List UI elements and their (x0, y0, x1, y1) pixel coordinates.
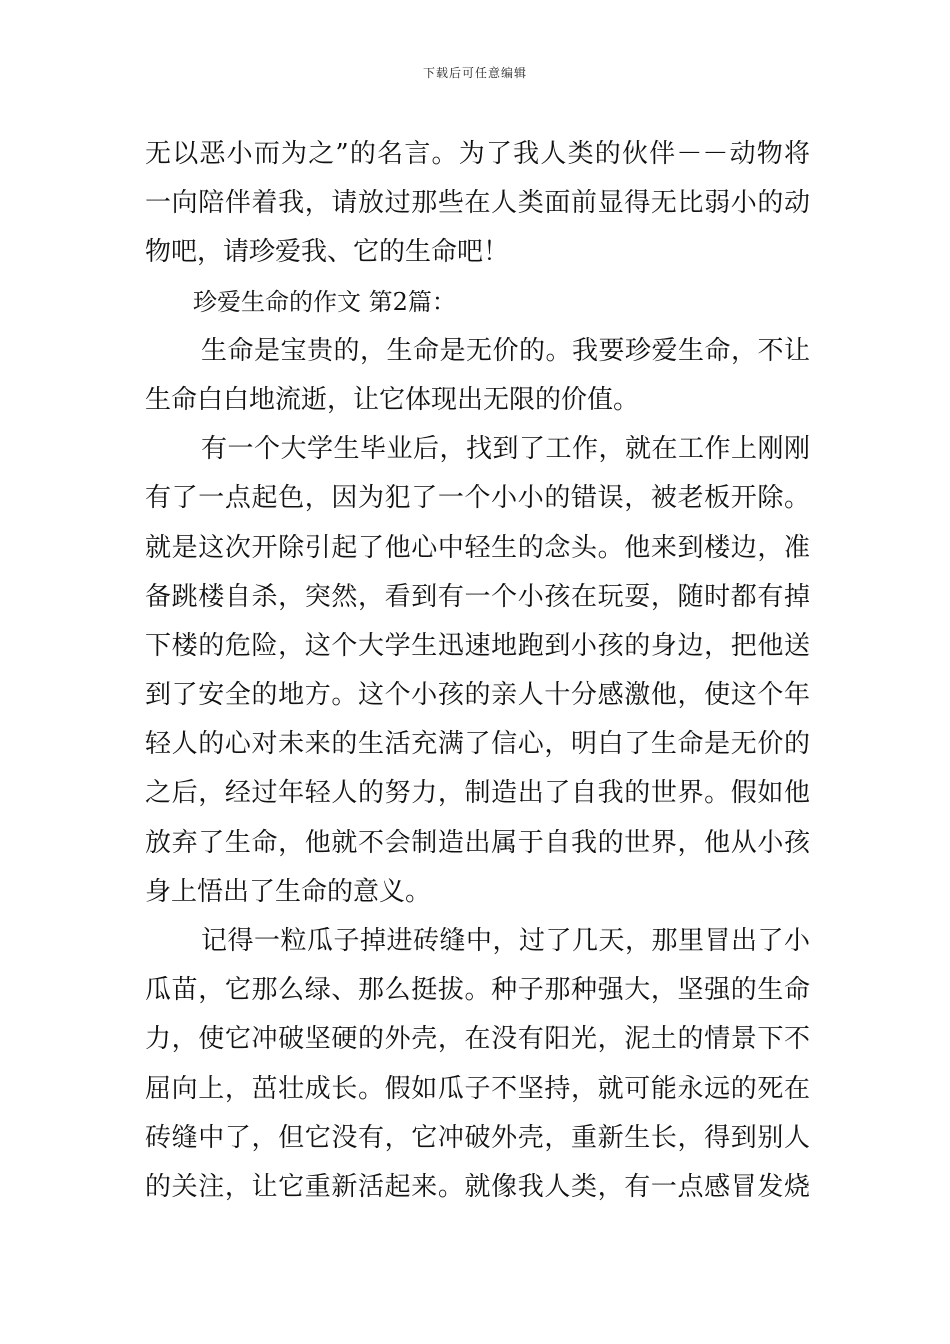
text-line: 身上悟出了生命的意义。 (145, 876, 432, 907)
text-line: 有一个大学生毕业后，找到了工作，就在工作上刚刚 (201, 434, 810, 465)
document-body (145, 130, 810, 1212)
text-line: 物吧，请珍爱我、它的生命吧！ (145, 237, 510, 268)
text-line: 一向陪伴着我，请放过那些在人类面前显得无比弱小的动 (145, 188, 810, 219)
page-header-note: 下载后可任意编辑 (422, 66, 527, 80)
text-line: 有了一点起色，因为犯了一个小小的错误，被老板开除。 (145, 483, 810, 514)
section-heading: 珍爱生命的作文 第2篇： (193, 287, 456, 316)
text-line: 之后，经过年轻人的努力，制造出了自我的世界。假如他 (145, 778, 810, 809)
text-line: 轻人的心对未来的生活充满了信心，明白了生命是无价的 (145, 729, 810, 760)
text-line: 到了安全的地方。这个小孩的亲人十分感激他，使这个年 (145, 680, 810, 711)
text-line: 屈向上，茁壮成长。假如瓜子不坚持，就可能永远的死在 (145, 1073, 810, 1104)
text-line: 下楼的危险，这个大学生迅速地跑到小孩的身边，把他送 (145, 630, 810, 661)
text-line: 放弃了生命，他就不会制造出属于自我的世界，他从小孩 (145, 827, 810, 858)
text-line: 生命是宝贵的，生命是无价的。我要珍爱生命，不让 (201, 335, 810, 366)
text-line: 砖缝中了，但它没有，它冲破外壳，重新生长，得到别人 (145, 1122, 810, 1153)
text-line: 备跳楼自杀，突然，看到有一个小孩在玩耍，随时都有掉 (145, 581, 810, 612)
text-line: 生命白白地流逝，让它体现出无限的价值。 (145, 384, 640, 415)
text-line: 的关注，让它重新活起来。就像我人类，有一点感冒发烧 (145, 1171, 810, 1202)
text-line: 无以恶小而为之”的名言。为了我人类的伙伴－－动物将 (145, 139, 810, 169)
text-line: 就是这次开除引起了他心中轻生的念头。他来到楼边，准 (145, 532, 810, 563)
text-line: 记得一粒瓜子掉进砖缝中，过了几天，那里冒出了小 (201, 926, 810, 956)
text-line: 瓜苗，它那么绿、那么挺拔。种子那种强大，坚强的生命 (145, 975, 810, 1006)
text-line: 力，使它冲破坚硬的外壳，在没有阳光，泥土的情景下不 (145, 1024, 810, 1055)
